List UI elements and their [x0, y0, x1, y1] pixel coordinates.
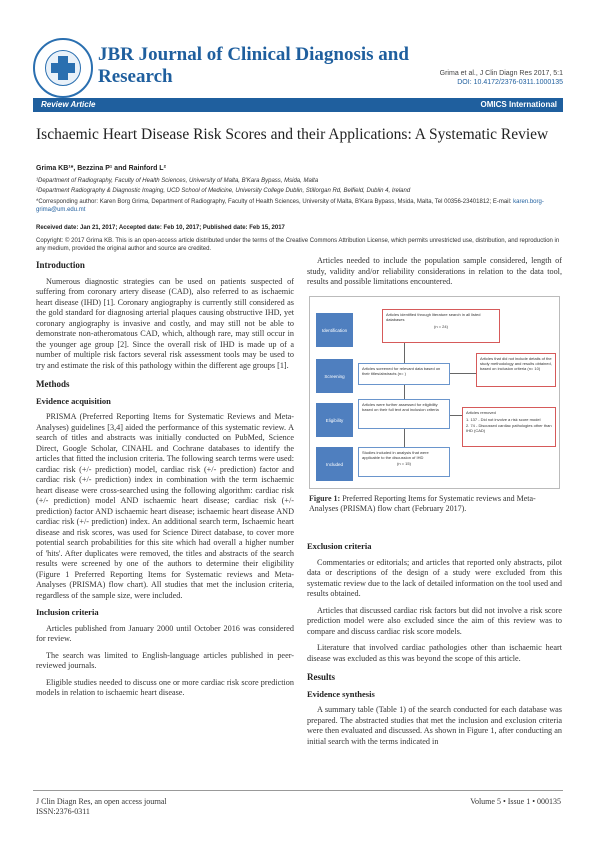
flow-arrow: [404, 385, 405, 399]
cross-icon-bar: [51, 63, 75, 73]
paragraph: PRISMA (Preferred Reporting Items for Systematic Reviews and Meta-Analyses) guidelines [3,4] aided the performance of this systematic review. A search of titles and abstracts was initially conducted on PubMed, Science Direct, Google Scholar, CINAHL and Cochrane databases to identify the articles that fitted the inclusion criteria. The following search terms were used: cardiac risk (+/- prediction) model, cardiac risk (+/- prediction) factor and cardiac risk (+/- prediction) index in combination with the term ischaemic heart disease were cross-searched using the following algorithm: cardiac risk (+/- prediction) model AND ischaemic heart disease; cardiac risk (+/- prediction) factor AND ischaemic heart disease; ischaemic heart disease AND cardiac risk (+/- prediction) index. An additional search term, Ischaemic heart disease and risk scores, was used for Science Direct database, to cover more potential search probabilities for this site which had overall a higher number of 'hits'. After duplicates were removed, the titles and abstracts of the search results were screened by one of the authors to determine their eligibility (Figure 1 Preferred Reporting Items for Systematic reviews and Meta-Analyses (PRISMA) flow chart). All studies that met the inclusion criteria, regardless of the sample size, were included.: [36, 412, 294, 600]
flow-box-count: (n = 15): [397, 461, 411, 466]
prisma-flow-chart: [309, 296, 560, 489]
flow-box-count: (n = 24): [434, 324, 448, 329]
flow-box-reason-2: 2. 74 - Discussed cardiac pathologies other than IHD (CAD): [466, 423, 552, 433]
right-column-top: [307, 256, 562, 294]
flow-arrow: [404, 429, 405, 447]
flow-box-text: Studies included in analysis that were applicable to the discussion of IHD: [362, 450, 429, 460]
figure-caption-text: Preferred Reporting Items for Systematic reviews and Meta-Analyses (PRISMA) flow chart (February 2017).: [309, 494, 536, 513]
journal-title: JBR Journal of Clinical Diagnosis and Research: [98, 44, 409, 87]
corresponding-text: *Corresponding author: Karen Borg Grima, Department of Radiography, Faculty of Health Sciences, University of Malta, B'Kara Bypass, Msida, Malta, Tel 00356-23401812; E-mail:: [36, 199, 512, 205]
heading-results: Results: [307, 672, 336, 682]
figure-caption-label: Figure 1:: [309, 494, 341, 503]
publisher-label: OMICS International: [480, 100, 557, 109]
stage-identification: Identification: [316, 313, 353, 347]
flow-box-reason-1: 1. 137 - Did not involve a risk score model: [466, 417, 541, 422]
article-dates: Received date: Jan 21, 2017; Accepted date: Feb 10, 2017; Published date: Feb 15, 2017: [36, 225, 285, 231]
flow-box-excluded: Articles that did not include details of the study methodology and results obtained, based on inclusion criteria (n= 10): [476, 353, 556, 387]
journal-logo: [33, 38, 93, 98]
flow-box-included: [358, 447, 450, 477]
article-title: Ischaemic Heart Disease Risk Scores and their Applications: A Systematic Review: [36, 126, 549, 143]
paragraph: Articles that discussed cardiac risk factors but did not involve a risk score prediction model were also excluded since the aim of this review was to compare and discuss cardiac risk score models.: [307, 605, 562, 636]
heading-evidence-synthesis: Evidence synthesis: [307, 688, 375, 699]
flow-box-removed: [462, 407, 556, 447]
email-link[interactable]: karen.borg-grima@um.edu.mt: [36, 199, 544, 213]
footer-divider: [33, 790, 563, 791]
flow-box-text: Articles identified through literature search in all listed databases: [386, 312, 481, 322]
paragraph: A summary table (Table 1) of the search conducted for each database was prepared. The abstracted studies that met the inclusion and exclusion criteria were then evaluated and discussed. As shown in Figure 1, after conducting an initial search with the terms indicated in: [307, 705, 562, 746]
paragraph: Eligible studies needed to discuss one or more cardiac risk score prediction models in relation to ischaemic heart disease.: [36, 677, 294, 697]
heading-methods: Methods: [36, 379, 70, 389]
footer-journal: [36, 797, 167, 817]
section-label: Review Article: [41, 100, 96, 109]
copyright-notice: Copyright: © 2017 Grima KB. This is an open-access article distributed under the terms of the Creative Commons Attribution License, which permits unrestricted use, distribution, and reproduction in any medium, provided the original author and source are credited.: [36, 238, 560, 252]
right-column-bottom: [307, 541, 562, 753]
footer-issn: ISSN:2376-0311: [36, 807, 90, 816]
left-column: [36, 260, 294, 705]
affiliation-2: ²Department Radiography & Diagnostic Imaging, UCD School of Medicine, University College Dublin, Stillorgan Rd, Belfield, Dublin 4, Ireland: [36, 188, 411, 194]
flow-arrow: [450, 415, 462, 416]
corresponding-author: [36, 198, 560, 214]
flow-box-screened: Articles screened for relevant data based on their titles/abstracts (n= ): [358, 363, 450, 385]
paragraph: Commentaries or editorials; and articles that reported only abstracts, pilot data or descriptions of the design of a study were excluded from this systematic review due to the lack of detailed information on the tool used and results obtained.: [307, 557, 562, 598]
flow-box-assessed: Articles were further assessed for eligibility based on their full text and inclusion criteria: [358, 399, 450, 429]
citation: Grima et al., J Clin Diagn Res 2017, 5:1: [439, 70, 563, 77]
section-band: [33, 98, 563, 112]
footer-volume: Volume 5 • Issue 1 • 000135: [470, 797, 561, 806]
doi-link[interactable]: DOI: 10.4172/2376-0311.1000135: [457, 79, 563, 86]
heading-exclusion-criteria: Exclusion criteria: [307, 541, 372, 551]
heading-inclusion-criteria: Inclusion criteria: [36, 607, 99, 617]
flow-box-title: Articles removed: [466, 410, 496, 415]
flow-box-identified: [382, 309, 500, 343]
citation-block: [440, 69, 563, 87]
paragraph: Numerous diagnostic strategies can be used on patients suspected of suffering from coronary artery disease (CAD), also referred to as ischaemic heart disease (IHD) [1]. Coronary angiography is currently still considered as the gold standard for diagnosing arterial plaques causing obstructive IHD, yet coronary angiography is invasive and costly, and may still not be able to demonstrate non-atheromatous CAD, which, although rare, may still occur in the younger age group [2]. Since the overall risk of IHD is made up of a number of multiple risk factors several risk assessment tools may be used to try and estimate the risk of this pathology within the different age groups [1].: [36, 276, 294, 370]
heading-introduction: Introduction: [36, 260, 85, 270]
stage-eligibility: Eligibility: [316, 403, 353, 437]
article-authors: Grima KB¹*, Bezzina P¹ and Rainford L²: [36, 165, 166, 172]
stage-included: Included: [316, 447, 353, 481]
paragraph: Articles needed to include the population sample considered, length of study, validity and/or reliability considerations in relation to the data tool, results and possible limitations encountered.: [307, 256, 562, 286]
paragraph: Articles published from January 2000 until October 2016 was considered for review.: [36, 623, 294, 643]
flow-arrow: [450, 373, 476, 374]
stage-screening: Screening: [316, 359, 353, 393]
flow-arrow: [404, 343, 405, 363]
paragraph: The search was limited to English-language articles published in peer-reviewed journals.: [36, 650, 294, 670]
heading-evidence-acquisition: Evidence acquisition: [36, 395, 111, 406]
footer-journal-name: J Clin Diagn Res, an open access journal: [36, 797, 167, 806]
affiliation-1: ¹Department of Radiography, Faculty of Health Sciences, University of Malta, B'Kara Bypass, Msida, Malta: [36, 178, 319, 184]
paragraph: Literature that involved cardiac pathologies other than ischaemic heart disease was excluded as this was beyond the scope of this article.: [307, 643, 562, 663]
figure-caption: [309, 494, 561, 514]
